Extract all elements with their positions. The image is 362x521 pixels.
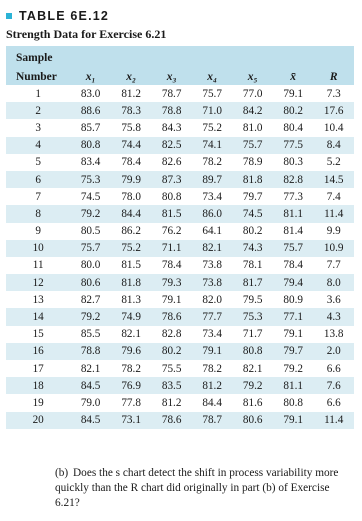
value-cell: 86.0 — [192, 205, 233, 222]
sample-number-cell: 15 — [32, 328, 44, 341]
value-cell: 17.6 — [313, 102, 354, 119]
value-cell: 80.8 — [283, 396, 303, 409]
value-cell: 84.4 — [111, 205, 152, 222]
header-xbar: x̄ — [273, 64, 314, 85]
table-body — [6, 85, 354, 429]
value-cell: 75.2 — [202, 121, 222, 134]
value-cell: 89.7 — [192, 171, 233, 188]
value-cell: 81.1 — [273, 377, 314, 394]
value-cell: 79.1 — [161, 293, 182, 306]
value-cell: 79.3 — [151, 274, 192, 291]
value-cell: 4.3 — [313, 308, 354, 325]
value-cell: 79.2 — [283, 362, 303, 375]
table-row — [6, 360, 354, 377]
value-cell: 78.7 — [161, 87, 182, 100]
value-cell: 81.5 — [151, 205, 192, 222]
value-cell: 79.7 — [273, 343, 314, 360]
table-row — [6, 326, 354, 343]
sample-number-cell: 20 — [6, 412, 70, 429]
value-cell: 75.3 — [232, 308, 273, 325]
value-cell: 83.5 — [151, 377, 192, 394]
value-cell: 81.2 — [192, 377, 233, 394]
value-cell: 77.1 — [273, 308, 314, 325]
value-cell: 79.7 — [242, 190, 263, 203]
value-cell: 10.9 — [313, 240, 354, 257]
value-cell: 71.0 — [192, 102, 233, 119]
value-cell: 81.6 — [242, 396, 263, 409]
value-cell: 8.4 — [313, 137, 354, 154]
data-table-container — [6, 46, 354, 429]
value-cell: 78.2 — [121, 362, 141, 375]
table-row — [6, 137, 354, 154]
value-cell: 80.2 — [242, 225, 263, 238]
value-cell: 78.3 — [111, 102, 152, 119]
value-cell: 78.2 — [202, 362, 222, 375]
value-cell: 80.5 — [80, 225, 101, 238]
value-cell: 81.3 — [121, 293, 141, 306]
table-row — [6, 257, 354, 274]
value-cell: 6.6 — [326, 396, 341, 409]
table-row — [6, 412, 354, 429]
table-row — [6, 223, 354, 240]
sample-number-cell: 10 — [6, 240, 70, 257]
value-cell: 73.4 — [202, 328, 222, 341]
sample-number-cell: 8 — [6, 205, 70, 222]
value-cell: 80.6 — [70, 274, 111, 291]
value-cell: 78.4 — [161, 259, 182, 272]
value-cell: 84.3 — [161, 121, 182, 134]
table-row — [6, 377, 354, 394]
value-cell: 79.9 — [111, 171, 152, 188]
question-text: Does the s chart detect the shift in process variability more quickly than the R chart did originally in part (b) of Exercise 6.21? — [55, 467, 339, 509]
strength-data-table — [6, 46, 354, 429]
value-cell: 79.6 — [111, 343, 152, 360]
table-row — [6, 119, 354, 136]
value-cell: 79.1 — [283, 328, 303, 341]
sample-number-cell: 2 — [6, 102, 70, 119]
value-cell: 77.8 — [121, 396, 141, 409]
value-cell: 13.8 — [323, 328, 344, 341]
value-cell: 77.0 — [242, 87, 263, 100]
value-cell: 78.0 — [121, 190, 141, 203]
value-cell: 80.6 — [232, 412, 273, 429]
value-cell: 75.8 — [121, 121, 141, 134]
value-cell: 73.8 — [202, 259, 222, 272]
value-cell: 80.9 — [283, 293, 303, 306]
value-cell: 78.1 — [242, 259, 263, 272]
value-cell: 77.3 — [283, 190, 303, 203]
sample-number-cell: 19 — [32, 396, 44, 409]
sample-number-cell: 5 — [35, 156, 41, 169]
value-cell: 11.4 — [313, 205, 354, 222]
value-cell: 84.4 — [202, 396, 222, 409]
value-cell: 78.4 — [121, 156, 141, 169]
value-cell: 75.2 — [111, 240, 152, 257]
value-cell: 78.9 — [242, 156, 263, 169]
value-cell: 74.5 — [232, 205, 273, 222]
sample-number-cell: 7 — [35, 190, 41, 203]
value-cell: 84.5 — [70, 412, 111, 429]
value-cell: 78.2 — [202, 156, 222, 169]
value-cell: 82.5 — [151, 137, 192, 154]
value-cell: 74.1 — [192, 137, 233, 154]
value-cell: 79.1 — [192, 343, 233, 360]
sample-number-cell: 14 — [6, 308, 70, 325]
value-cell: 80.2 — [151, 343, 192, 360]
value-cell: 82.1 — [192, 240, 233, 257]
value-cell: 81.0 — [242, 121, 263, 134]
value-cell: 7.4 — [326, 190, 341, 203]
sample-number-cell: 6 — [6, 171, 70, 188]
header-range: R — [313, 64, 354, 85]
value-cell: 79.1 — [283, 87, 303, 100]
value-cell: 85.5 — [80, 328, 101, 341]
value-cell: 64.1 — [202, 225, 222, 238]
value-cell: 84.2 — [232, 102, 273, 119]
table-row — [6, 394, 354, 411]
value-cell: 87.3 — [151, 171, 192, 188]
value-cell: 76.2 — [161, 225, 182, 238]
table-row — [6, 291, 354, 308]
value-cell: 73.8 — [192, 274, 233, 291]
value-cell: 78.6 — [151, 308, 192, 325]
value-cell: 5.2 — [326, 156, 341, 169]
value-cell: 78.8 — [70, 343, 111, 360]
header-x2: x₂ — [111, 64, 152, 85]
value-cell: 81.4 — [283, 225, 303, 238]
value-cell: 74.9 — [111, 308, 152, 325]
value-cell: 78.6 — [151, 412, 192, 429]
value-cell: 79.1 — [273, 412, 314, 429]
value-cell: 82.8 — [161, 328, 182, 341]
value-cell: 85.7 — [80, 121, 101, 134]
value-cell: 84.5 — [70, 377, 111, 394]
value-cell: 3.6 — [326, 293, 341, 306]
value-cell: 82.8 — [273, 171, 314, 188]
sample-number-cell: 9 — [35, 225, 41, 238]
table-row — [6, 274, 354, 291]
value-cell: 77.7 — [192, 308, 233, 325]
value-cell: 73.4 — [202, 190, 222, 203]
value-cell: 7.7 — [326, 259, 341, 272]
header-sample-line2: Number — [6, 64, 70, 85]
value-cell: 76.9 — [111, 377, 152, 394]
value-cell: 73.1 — [111, 412, 152, 429]
exercise-question — [55, 466, 355, 511]
sample-number-cell: 18 — [6, 377, 70, 394]
value-cell: 81.7 — [232, 274, 273, 291]
value-cell: 81.2 — [121, 87, 141, 100]
table-label: TABLE 6E.12 — [19, 9, 110, 23]
value-cell: 81.2 — [161, 396, 182, 409]
value-cell: 82.7 — [80, 293, 101, 306]
value-cell: 81.1 — [273, 205, 314, 222]
value-cell: 2.0 — [313, 343, 354, 360]
value-cell: 6.6 — [326, 362, 341, 375]
value-cell: 75.7 — [70, 240, 111, 257]
value-cell: 80.8 — [70, 137, 111, 154]
value-cell: 78.7 — [192, 412, 233, 429]
question-label: (b) — [55, 467, 69, 479]
table-row — [6, 171, 354, 188]
value-cell: 14.5 — [313, 171, 354, 188]
value-cell: 80.3 — [283, 156, 303, 169]
table-row — [6, 154, 354, 171]
sample-number-cell: 1 — [35, 87, 41, 100]
value-cell: 74.5 — [80, 190, 101, 203]
table-row — [6, 188, 354, 205]
header-x4: x₄ — [192, 64, 233, 85]
header-x3: x₃ — [151, 64, 192, 85]
value-cell: 9.9 — [326, 225, 341, 238]
value-cell: 82.1 — [80, 362, 101, 375]
value-cell: 79.0 — [80, 396, 101, 409]
value-cell: 80.2 — [273, 102, 314, 119]
value-cell: 82.0 — [202, 293, 222, 306]
value-cell: 83.0 — [80, 87, 101, 100]
value-cell: 11.4 — [313, 412, 354, 429]
sample-number-cell: 3 — [35, 121, 41, 134]
value-cell: 86.2 — [121, 225, 141, 238]
sample-number-cell: 4 — [6, 137, 70, 154]
square-bullet-icon — [6, 13, 12, 19]
value-cell: 82.1 — [121, 328, 141, 341]
value-cell: 79.5 — [242, 293, 263, 306]
sample-number-cell: 17 — [32, 362, 44, 375]
value-cell: 80.8 — [161, 190, 182, 203]
table-title-row — [6, 9, 109, 23]
value-cell: 80.0 — [80, 259, 101, 272]
table-row — [6, 102, 354, 119]
value-cell: 71.1 — [151, 240, 192, 257]
value-cell: 75.5 — [161, 362, 182, 375]
value-cell: 81.5 — [121, 259, 141, 272]
value-cell: 75.7 — [232, 137, 273, 154]
sample-number-cell: 11 — [32, 259, 44, 272]
value-cell: 79.2 — [232, 377, 273, 394]
value-cell: 10.4 — [323, 121, 344, 134]
value-cell: 79.4 — [273, 274, 314, 291]
table-caption: Strength Data for Exercise 6.21 — [6, 27, 167, 41]
sample-number-cell: 12 — [6, 274, 70, 291]
header-sample-line1: Sample — [6, 46, 70, 64]
value-cell: 8.0 — [313, 274, 354, 291]
value-cell: 81.8 — [111, 274, 152, 291]
value-cell: 81.8 — [232, 171, 273, 188]
value-cell: 78.8 — [151, 102, 192, 119]
value-cell: 74.4 — [111, 137, 152, 154]
sample-number-cell: 16 — [6, 343, 70, 360]
table-row — [6, 85, 354, 102]
value-cell: 80.4 — [283, 121, 303, 134]
table-row — [6, 308, 354, 325]
table-row — [6, 240, 354, 257]
header-x5: x₅ — [232, 64, 273, 85]
header-x1: x₁ — [70, 64, 111, 85]
value-cell: 71.7 — [242, 328, 263, 341]
value-cell: 82.1 — [242, 362, 263, 375]
value-cell: 79.2 — [70, 205, 111, 222]
value-cell: 77.5 — [273, 137, 314, 154]
value-cell: 75.7 — [202, 87, 222, 100]
table-row — [6, 205, 354, 222]
value-cell: 79.2 — [70, 308, 111, 325]
value-cell: 7.6 — [313, 377, 354, 394]
value-cell: 83.4 — [80, 156, 101, 169]
value-cell: 88.6 — [70, 102, 111, 119]
value-cell: 7.3 — [326, 87, 341, 100]
sample-number-cell: 13 — [32, 293, 44, 306]
value-cell: 75.3 — [70, 171, 111, 188]
value-cell: 78.4 — [283, 259, 303, 272]
table-row — [6, 343, 354, 360]
value-cell: 74.3 — [232, 240, 273, 257]
value-cell: 82.6 — [161, 156, 182, 169]
value-cell: 75.7 — [273, 240, 314, 257]
value-cell: 80.8 — [232, 343, 273, 360]
